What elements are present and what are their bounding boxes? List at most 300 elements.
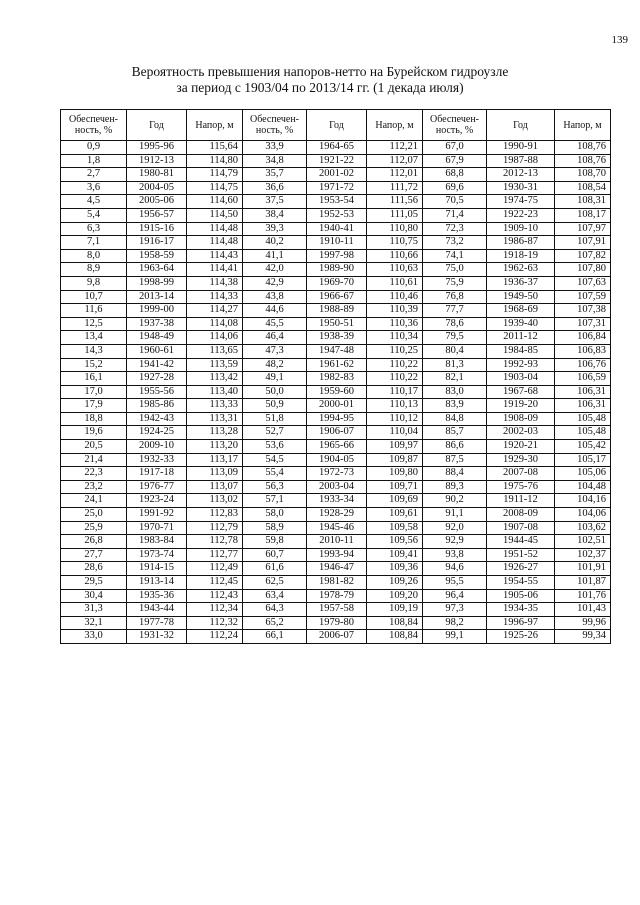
probability-cell: 3,6 [61, 181, 127, 195]
year-cell: 1955-56 [127, 385, 187, 399]
year-cell: 1993-94 [307, 548, 367, 562]
document-title [0, 64, 640, 96]
probability-cell: 25,9 [61, 521, 127, 535]
year-cell: 2010-11 [307, 535, 367, 549]
head-cell: 109,61 [367, 508, 423, 522]
probability-cell: 18,8 [61, 412, 127, 426]
probability-cell: 57,1 [243, 494, 307, 508]
probability-cell: 24,1 [61, 494, 127, 508]
table-row [61, 249, 611, 263]
head-cell: 110,61 [367, 276, 423, 290]
probability-cell: 11,6 [61, 304, 127, 318]
year-cell: 1967-68 [487, 385, 555, 399]
head-cell: 113,20 [187, 440, 243, 454]
year-cell: 1985-86 [127, 399, 187, 413]
head-cell: 110,34 [367, 331, 423, 345]
table-row [61, 467, 611, 481]
probability-cell: 41,1 [243, 249, 307, 263]
table-row [61, 508, 611, 522]
year-cell: 1932-33 [127, 453, 187, 467]
head-cell: 112,21 [367, 141, 423, 155]
probability-cell: 15,2 [61, 358, 127, 372]
probability-cell: 49,1 [243, 372, 307, 386]
column-header: Год [127, 110, 187, 141]
head-cell: 112,34 [187, 603, 243, 617]
head-cell: 111,72 [367, 181, 423, 195]
year-cell: 1946-47 [307, 562, 367, 576]
year-cell: 2005-06 [127, 195, 187, 209]
head-cell: 107,97 [555, 222, 611, 236]
probability-cell: 79,5 [423, 331, 487, 345]
head-cell: 113,07 [187, 480, 243, 494]
column-header: Обеспечен-ность, % [61, 110, 127, 141]
head-cell: 108,17 [555, 208, 611, 222]
column-header: Напор, м [555, 110, 611, 141]
head-cell: 110,63 [367, 263, 423, 277]
year-cell: 1968-69 [487, 304, 555, 318]
year-cell: 1958-59 [127, 249, 187, 263]
head-cell: 113,31 [187, 412, 243, 426]
year-cell: 1929-30 [487, 453, 555, 467]
table-row [61, 222, 611, 236]
year-cell: 1914-15 [127, 562, 187, 576]
head-cell: 102,37 [555, 548, 611, 562]
year-cell: 1930-31 [487, 181, 555, 195]
head-cell: 108,84 [367, 616, 423, 630]
year-cell: 1908-09 [487, 412, 555, 426]
probability-cell: 37,5 [243, 195, 307, 209]
year-cell: 1978-79 [307, 589, 367, 603]
head-cell: 114,75 [187, 181, 243, 195]
head-cell: 111,56 [367, 195, 423, 209]
probability-table [60, 109, 611, 644]
head-cell: 108,54 [555, 181, 611, 195]
head-cell: 110,80 [367, 222, 423, 236]
head-cell: 110,66 [367, 249, 423, 263]
probability-cell: 66,1 [243, 630, 307, 644]
head-cell: 108,76 [555, 141, 611, 155]
head-cell: 101,76 [555, 589, 611, 603]
table-row [61, 344, 611, 358]
year-cell: 1934-35 [487, 603, 555, 617]
head-cell: 107,63 [555, 276, 611, 290]
head-cell: 104,16 [555, 494, 611, 508]
probability-cell: 58,0 [243, 508, 307, 522]
probability-cell: 59,8 [243, 535, 307, 549]
probability-cell: 92,9 [423, 535, 487, 549]
probability-cell: 0,9 [61, 141, 127, 155]
year-cell: 1937-38 [127, 317, 187, 331]
probability-cell: 99,1 [423, 630, 487, 644]
probability-cell: 53,6 [243, 440, 307, 454]
probability-cell: 80,4 [423, 344, 487, 358]
table-row [61, 236, 611, 250]
probability-cell: 83,0 [423, 385, 487, 399]
head-cell: 105,06 [555, 467, 611, 481]
year-cell: 1982-83 [307, 372, 367, 386]
table-row [61, 317, 611, 331]
probability-cell: 67,9 [423, 154, 487, 168]
head-cell: 113,02 [187, 494, 243, 508]
table-row [61, 195, 611, 209]
year-cell: 1965-66 [307, 440, 367, 454]
table-row [61, 399, 611, 413]
year-cell: 1964-65 [307, 141, 367, 155]
table-row [61, 440, 611, 454]
probability-cell: 35,7 [243, 168, 307, 182]
title-line-1: Вероятность превышения напоров-нетто на Бурейском гидроузле [131, 64, 509, 79]
probability-cell: 31,3 [61, 603, 127, 617]
probability-cell: 70,5 [423, 195, 487, 209]
head-cell: 109,58 [367, 521, 423, 535]
year-cell: 1959-60 [307, 385, 367, 399]
year-cell: 1976-77 [127, 480, 187, 494]
head-cell: 113,40 [187, 385, 243, 399]
probability-cell: 68,8 [423, 168, 487, 182]
head-cell: 106,31 [555, 385, 611, 399]
head-cell: 112,24 [187, 630, 243, 644]
probability-cell: 42,0 [243, 263, 307, 277]
head-cell: 99,96 [555, 616, 611, 630]
year-cell: 1963-64 [127, 263, 187, 277]
probability-cell: 47,3 [243, 344, 307, 358]
probability-cell: 87,5 [423, 453, 487, 467]
table-row [61, 535, 611, 549]
year-cell: 1986-87 [487, 236, 555, 250]
probability-cell: 58,9 [243, 521, 307, 535]
year-cell: 1974-75 [487, 195, 555, 209]
column-header: Обеспечен-ность, % [243, 110, 307, 141]
probability-cell: 98,2 [423, 616, 487, 630]
year-cell: 1994-95 [307, 412, 367, 426]
year-cell: 1979-80 [307, 616, 367, 630]
head-cell: 114,79 [187, 168, 243, 182]
probability-cell: 85,7 [423, 426, 487, 440]
head-cell: 110,04 [367, 426, 423, 440]
probability-cell: 7,1 [61, 236, 127, 250]
head-cell: 114,43 [187, 249, 243, 263]
probability-cell: 42,9 [243, 276, 307, 290]
head-cell: 106,76 [555, 358, 611, 372]
probability-cell: 71,4 [423, 208, 487, 222]
table-row [61, 385, 611, 399]
probability-cell: 94,6 [423, 562, 487, 576]
column-header: Напор, м [187, 110, 243, 141]
year-cell: 1912-13 [127, 154, 187, 168]
head-cell: 113,42 [187, 372, 243, 386]
head-cell: 107,31 [555, 317, 611, 331]
probability-cell: 6,3 [61, 222, 127, 236]
probability-cell: 89,3 [423, 480, 487, 494]
head-cell: 114,41 [187, 263, 243, 277]
probability-cell: 13,4 [61, 331, 127, 345]
probability-cell: 93,8 [423, 548, 487, 562]
probability-cell: 74,1 [423, 249, 487, 263]
year-cell: 1920-21 [487, 440, 555, 454]
head-cell: 110,25 [367, 344, 423, 358]
head-cell: 103,62 [555, 521, 611, 535]
year-cell: 1948-49 [127, 331, 187, 345]
year-cell: 1984-85 [487, 344, 555, 358]
year-cell: 1947-48 [307, 344, 367, 358]
column-header: Обеспечен-ность, % [423, 110, 487, 141]
table-body [61, 141, 611, 644]
probability-cell: 50,9 [243, 399, 307, 413]
head-cell: 112,45 [187, 576, 243, 590]
year-cell: 1951-52 [487, 548, 555, 562]
column-header: Год [487, 110, 555, 141]
head-cell: 113,17 [187, 453, 243, 467]
table-row [61, 276, 611, 290]
year-cell: 1983-84 [127, 535, 187, 549]
table-row [61, 548, 611, 562]
year-cell: 1960-61 [127, 344, 187, 358]
table-row [61, 372, 611, 386]
head-cell: 114,06 [187, 331, 243, 345]
year-cell: 1905-06 [487, 589, 555, 603]
column-header: Напор, м [367, 110, 423, 141]
probability-cell: 9,8 [61, 276, 127, 290]
year-cell: 1970-71 [127, 521, 187, 535]
head-cell: 112,07 [367, 154, 423, 168]
year-cell: 1977-78 [127, 616, 187, 630]
column-header: Год [307, 110, 367, 141]
probability-cell: 40,2 [243, 236, 307, 250]
probability-cell: 17,9 [61, 399, 127, 413]
head-cell: 110,75 [367, 236, 423, 250]
head-cell: 108,31 [555, 195, 611, 209]
probability-cell: 78,6 [423, 317, 487, 331]
probability-cell: 92,0 [423, 521, 487, 535]
head-cell: 113,65 [187, 344, 243, 358]
head-cell: 112,32 [187, 616, 243, 630]
head-cell: 110,39 [367, 304, 423, 318]
year-cell: 1944-45 [487, 535, 555, 549]
head-cell: 114,50 [187, 208, 243, 222]
head-cell: 104,06 [555, 508, 611, 522]
head-cell: 112,79 [187, 521, 243, 535]
head-cell: 105,48 [555, 412, 611, 426]
head-cell: 113,09 [187, 467, 243, 481]
table-row [61, 141, 611, 155]
probability-cell: 14,3 [61, 344, 127, 358]
year-cell: 1954-55 [487, 576, 555, 590]
head-cell: 105,42 [555, 440, 611, 454]
year-cell: 2007-08 [487, 467, 555, 481]
year-cell: 1943-44 [127, 603, 187, 617]
head-cell: 112,43 [187, 589, 243, 603]
year-cell: 1956-57 [127, 208, 187, 222]
probability-cell: 96,4 [423, 589, 487, 603]
title-line-2: за период с 1903/04 по 2013/14 гг. (1 декада июля) [176, 80, 464, 95]
year-cell: 1903-04 [487, 372, 555, 386]
head-cell: 105,48 [555, 426, 611, 440]
year-cell: 1996-97 [487, 616, 555, 630]
probability-cell: 75,9 [423, 276, 487, 290]
probability-cell: 16,1 [61, 372, 127, 386]
head-cell: 109,36 [367, 562, 423, 576]
head-cell: 110,13 [367, 399, 423, 413]
head-cell: 109,97 [367, 440, 423, 454]
head-cell: 113,59 [187, 358, 243, 372]
year-cell: 1936-37 [487, 276, 555, 290]
head-cell: 114,48 [187, 222, 243, 236]
probability-cell: 62,5 [243, 576, 307, 590]
probability-cell: 46,4 [243, 331, 307, 345]
year-cell: 1926-27 [487, 562, 555, 576]
head-cell: 112,83 [187, 508, 243, 522]
probability-cell: 21,4 [61, 453, 127, 467]
year-cell: 2002-03 [487, 426, 555, 440]
head-cell: 101,91 [555, 562, 611, 576]
year-cell: 1940-41 [307, 222, 367, 236]
year-cell: 1989-90 [307, 263, 367, 277]
year-cell: 1981-82 [307, 576, 367, 590]
head-cell: 112,78 [187, 535, 243, 549]
probability-cell: 48,2 [243, 358, 307, 372]
year-cell: 1909-10 [487, 222, 555, 236]
year-cell: 1966-67 [307, 290, 367, 304]
head-cell: 114,08 [187, 317, 243, 331]
probability-cell: 36,6 [243, 181, 307, 195]
table-row [61, 331, 611, 345]
head-cell: 110,46 [367, 290, 423, 304]
year-cell: 1942-43 [127, 412, 187, 426]
probability-cell: 25,0 [61, 508, 127, 522]
year-cell: 1917-18 [127, 467, 187, 481]
year-cell: 1915-16 [127, 222, 187, 236]
probability-cell: 56,3 [243, 480, 307, 494]
year-cell: 1988-89 [307, 304, 367, 318]
year-cell: 1935-36 [127, 589, 187, 603]
head-cell: 111,05 [367, 208, 423, 222]
table-row [61, 208, 611, 222]
table-row [61, 521, 611, 535]
head-cell: 114,48 [187, 236, 243, 250]
probability-cell: 73,2 [423, 236, 487, 250]
probability-cell: 30,4 [61, 589, 127, 603]
head-cell: 110,17 [367, 385, 423, 399]
head-cell: 110,12 [367, 412, 423, 426]
year-cell: 1925-26 [487, 630, 555, 644]
year-cell: 1904-05 [307, 453, 367, 467]
head-cell: 114,38 [187, 276, 243, 290]
year-cell: 1913-14 [127, 576, 187, 590]
probability-cell: 75,0 [423, 263, 487, 277]
table-row [61, 589, 611, 603]
head-cell: 109,41 [367, 548, 423, 562]
year-cell: 1921-22 [307, 154, 367, 168]
year-cell: 1941-42 [127, 358, 187, 372]
table-row [61, 562, 611, 576]
year-cell: 1998-99 [127, 276, 187, 290]
year-cell: 2011-12 [487, 331, 555, 345]
probability-cell: 4,5 [61, 195, 127, 209]
probability-cell: 34,8 [243, 154, 307, 168]
probability-cell: 5,4 [61, 208, 127, 222]
year-cell: 1933-34 [307, 494, 367, 508]
year-cell: 2001-02 [307, 168, 367, 182]
probability-cell: 50,0 [243, 385, 307, 399]
year-cell: 1939-40 [487, 317, 555, 331]
table-row [61, 358, 611, 372]
table-header-row [61, 110, 611, 141]
table-row [61, 630, 611, 644]
probability-cell: 90,2 [423, 494, 487, 508]
head-cell: 108,76 [555, 154, 611, 168]
probability-cell: 20,5 [61, 440, 127, 454]
year-cell: 1997-98 [307, 249, 367, 263]
head-cell: 110,22 [367, 358, 423, 372]
year-cell: 2008-09 [487, 508, 555, 522]
year-cell: 1990-91 [487, 141, 555, 155]
year-cell: 1971-72 [307, 181, 367, 195]
table-row [61, 576, 611, 590]
year-cell: 1991-92 [127, 508, 187, 522]
table-row [61, 290, 611, 304]
probability-cell: 65,2 [243, 616, 307, 630]
year-cell: 1992-93 [487, 358, 555, 372]
probability-cell: 86,6 [423, 440, 487, 454]
year-cell: 1919-20 [487, 399, 555, 413]
probability-cell: 27,7 [61, 548, 127, 562]
probability-cell: 8,0 [61, 249, 127, 263]
year-cell: 1928-29 [307, 508, 367, 522]
year-cell: 1962-63 [487, 263, 555, 277]
probability-cell: 8,9 [61, 263, 127, 277]
probability-cell: 43,8 [243, 290, 307, 304]
head-cell: 109,80 [367, 467, 423, 481]
probability-cell: 77,7 [423, 304, 487, 318]
year-cell: 1910-11 [307, 236, 367, 250]
head-cell: 107,82 [555, 249, 611, 263]
probability-cell: 29,5 [61, 576, 127, 590]
year-cell: 1987-88 [487, 154, 555, 168]
probability-cell: 17,0 [61, 385, 127, 399]
year-cell: 1949-50 [487, 290, 555, 304]
year-cell: 1938-39 [307, 331, 367, 345]
head-cell: 106,59 [555, 372, 611, 386]
year-cell: 2012-13 [487, 168, 555, 182]
probability-cell: 60,7 [243, 548, 307, 562]
year-cell: 2004-05 [127, 181, 187, 195]
table-row [61, 494, 611, 508]
probability-cell: 88,4 [423, 467, 487, 481]
probability-cell: 67,0 [423, 141, 487, 155]
probability-cell: 26,8 [61, 535, 127, 549]
year-cell: 1975-76 [487, 480, 555, 494]
year-cell: 1918-19 [487, 249, 555, 263]
table-row [61, 181, 611, 195]
probability-cell: 82,1 [423, 372, 487, 386]
probability-cell: 51,8 [243, 412, 307, 426]
head-cell: 109,71 [367, 480, 423, 494]
year-cell: 1952-53 [307, 208, 367, 222]
head-cell: 109,87 [367, 453, 423, 467]
head-cell: 104,48 [555, 480, 611, 494]
head-cell: 102,51 [555, 535, 611, 549]
year-cell: 1907-08 [487, 521, 555, 535]
head-cell: 107,91 [555, 236, 611, 250]
table-row [61, 412, 611, 426]
head-cell: 105,17 [555, 453, 611, 467]
head-cell: 113,33 [187, 399, 243, 413]
probability-cell: 63,4 [243, 589, 307, 603]
head-cell: 107,59 [555, 290, 611, 304]
table-row [61, 480, 611, 494]
table-row [61, 426, 611, 440]
year-cell: 1922-23 [487, 208, 555, 222]
